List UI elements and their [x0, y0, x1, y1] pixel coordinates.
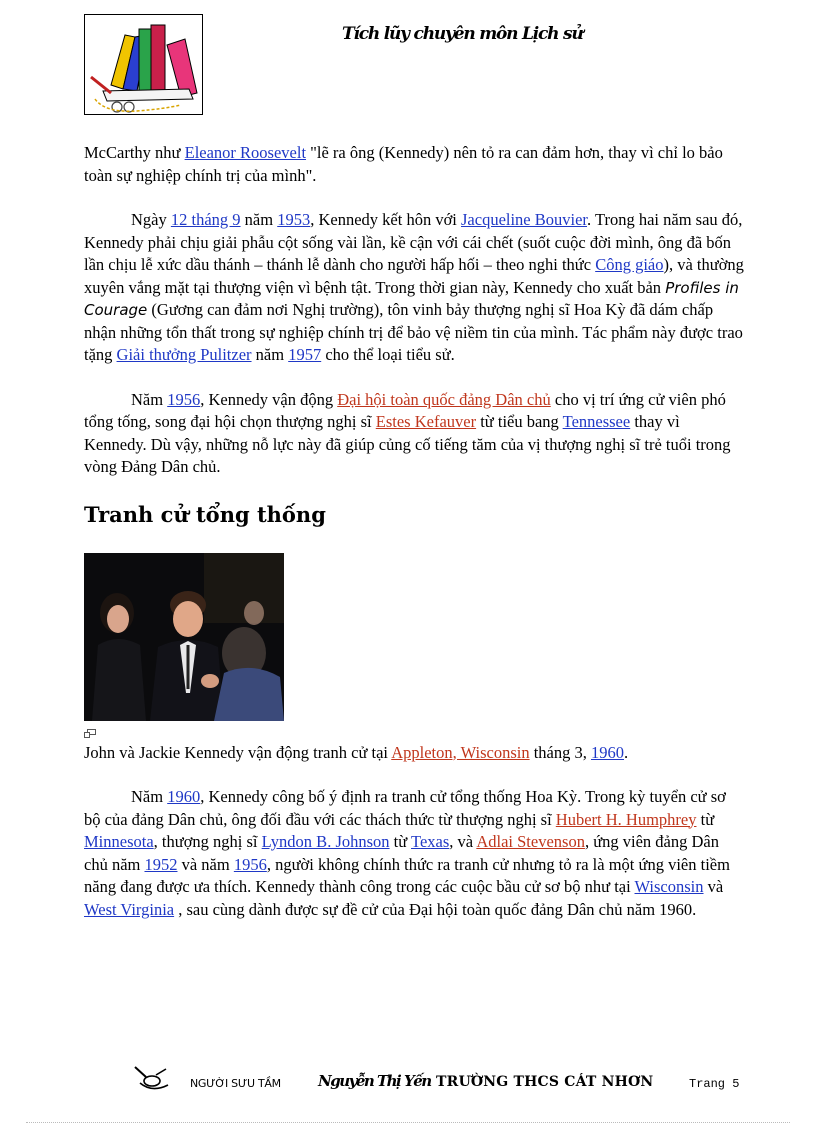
link-1956[interactable]: 1956 [167, 389, 201, 409]
text: Ngày [131, 210, 171, 229]
text: năm [251, 345, 289, 364]
text: ), và thường xuyên vắng mặt tại thượng viện vì bệnh tật. Trong thời gian này, Kennedy cho xuất bản [84, 255, 744, 297]
text: từ [389, 832, 412, 851]
text: , và [449, 832, 477, 851]
link-dai-hoi-dan-chu[interactable]: Đại hội toàn quốc đảng Dân chủ [337, 389, 551, 409]
text: , Kennedy kết hôn với [310, 210, 461, 229]
link-12-thang-9[interactable]: 12 tháng 9 [170, 210, 241, 229]
link-hubert-humphrey[interactable]: Hubert H. Humphrey [555, 809, 697, 829]
link-lyndon-johnson[interactable]: Lyndon B. Johnson [261, 832, 390, 851]
link-appleton-wisconsin[interactable]: Appleton, Wisconsin [391, 742, 530, 762]
link-1956-b[interactable]: 1956 [233, 854, 267, 874]
text: "lẽ ra ông (Kennedy) nên tỏ ra can đảm hơn, thay vì chỉ lo bảo toàn sự nghiệp chính trị của mình". [84, 143, 723, 185]
text: McCarthy như [84, 143, 185, 162]
text: , người không chính thức ra tranh cử nhưng tỏ ra là một ứng viên tiềm năng đang được ưa thích. Kennedy thành công trong các cuộc bầu cử sơ bộ như tại [84, 854, 730, 896]
text: Năm [131, 389, 168, 409]
link-1952[interactable]: 1952 [144, 854, 178, 874]
link-1957[interactable]: 1957 [288, 345, 322, 364]
text: Năm [131, 787, 168, 806]
text: tháng 3, [529, 742, 592, 762]
kennedy-photo[interactable] [84, 553, 284, 721]
header-title: Tích lũy chuyên môn Lịch sử [342, 24, 583, 44]
link-cong-giao[interactable]: Công giáo [595, 255, 664, 274]
text: và năm [177, 854, 234, 874]
link-texas[interactable]: Texas [411, 832, 450, 851]
link-tennessee[interactable]: Tennessee [562, 412, 631, 431]
text: và [703, 877, 724, 896]
document-body [84, 142, 744, 921]
link-1960[interactable]: 1960 [591, 742, 625, 762]
text: cho thể loại tiểu sử. [321, 345, 455, 364]
link-jacqueline-bouvier[interactable]: Jacqueline Bouvier [461, 210, 588, 229]
books-illustration [85, 15, 203, 115]
link-eleanor-roosevelt[interactable]: Eleanor Roosevelt [184, 143, 307, 162]
page-footer [0, 1060, 816, 1120]
text: từ tiểu bang [476, 412, 563, 431]
image-placeholder-icon [84, 729, 96, 738]
text: từ [696, 809, 715, 829]
link-1960-b[interactable]: 1960 [167, 787, 201, 806]
page-number: Trang 5 [689, 1077, 740, 1091]
link-adlai-stevenson[interactable]: Adlai Stevenson [476, 832, 585, 851]
books-logo [84, 14, 203, 115]
school-name: TRƯỜNG THCS CÁT NHƠN [436, 1074, 654, 1090]
text: năm [240, 210, 278, 229]
paragraph-3 [84, 389, 744, 479]
paragraph-4 [84, 786, 744, 921]
pen-writing-icon [132, 1063, 172, 1095]
photo-caption [84, 742, 744, 765]
link-west-virginia[interactable]: West Virginia [84, 899, 175, 919]
text: , ứng viên đảng Dân chủ năm [84, 832, 719, 874]
text: (Gương can đảm nơi Nghị trường), tôn vinh bảy thượng nghị sĩ Hoa Kỳ đã dám chấp nhận những tổn thất trong sự nghiệp chính trị để bảo vệ niềm tin của mình. Tác phẩm này được trao tặng [84, 300, 743, 364]
link-minnesota[interactable]: Minnesota [84, 832, 154, 851]
text: , thượng nghị sĩ [153, 832, 262, 851]
link-wisconsin[interactable]: Wisconsin [634, 877, 704, 896]
link-1953[interactable]: 1953 [277, 210, 311, 229]
collector-name: Nguyễn Thị Yến [318, 1072, 431, 1090]
collector-label: NGƯỜI SƯU TẦM [190, 1077, 281, 1090]
text: John và Jackie Kennedy vận động tranh cử tại [84, 742, 392, 762]
text: , Kennedy công bố ý định ra tranh cử tổng thống Hoa Kỳ. Trong kỳ tuyển cử sơ bộ của đảng Dân chủ, ông đối đầu với các thách thức từ thượng nghị sĩ [84, 787, 726, 829]
text: , sau cùng dành được sự đề cử của Đại hội toàn quốc đảng Dân chủ năm 1960. [174, 899, 697, 919]
paragraph-2 [84, 209, 744, 367]
text: cho vị trí ứng cử viên phó tổng tống, song đại hội chọn thượng nghị sĩ [84, 389, 726, 431]
link-estes-kefauver[interactable]: Estes Kefauver [375, 412, 477, 431]
section-heading: Tranh cử tổng thống [84, 501, 326, 527]
text: , Kennedy vận động [200, 389, 338, 409]
link-giai-thuong-pulitzer[interactable]: Giải thưởng Pulitzer [116, 345, 252, 364]
text: . Trong hai năm sau đó, Kennedy phải chịu giải phẫu cột sống vài lần, kề cận với cái chết (suốt cuộc đời mình, ông đã bốn lần chịu lễ xức dầu thánh – thánh lễ dành cho người hấp hối – theo nghi thức [84, 210, 743, 274]
paragraph-1 [84, 142, 744, 187]
text: . [624, 742, 629, 762]
text: thay vì Kennedy. Dù vậy, những nỗ lực này đã giúp củng cố tiếng tăm của vị thượng nghị sĩ trẻ tuổi trong vòng Đảng Dân chủ. [84, 412, 731, 476]
book-title: Profiles in Courage [84, 278, 739, 319]
